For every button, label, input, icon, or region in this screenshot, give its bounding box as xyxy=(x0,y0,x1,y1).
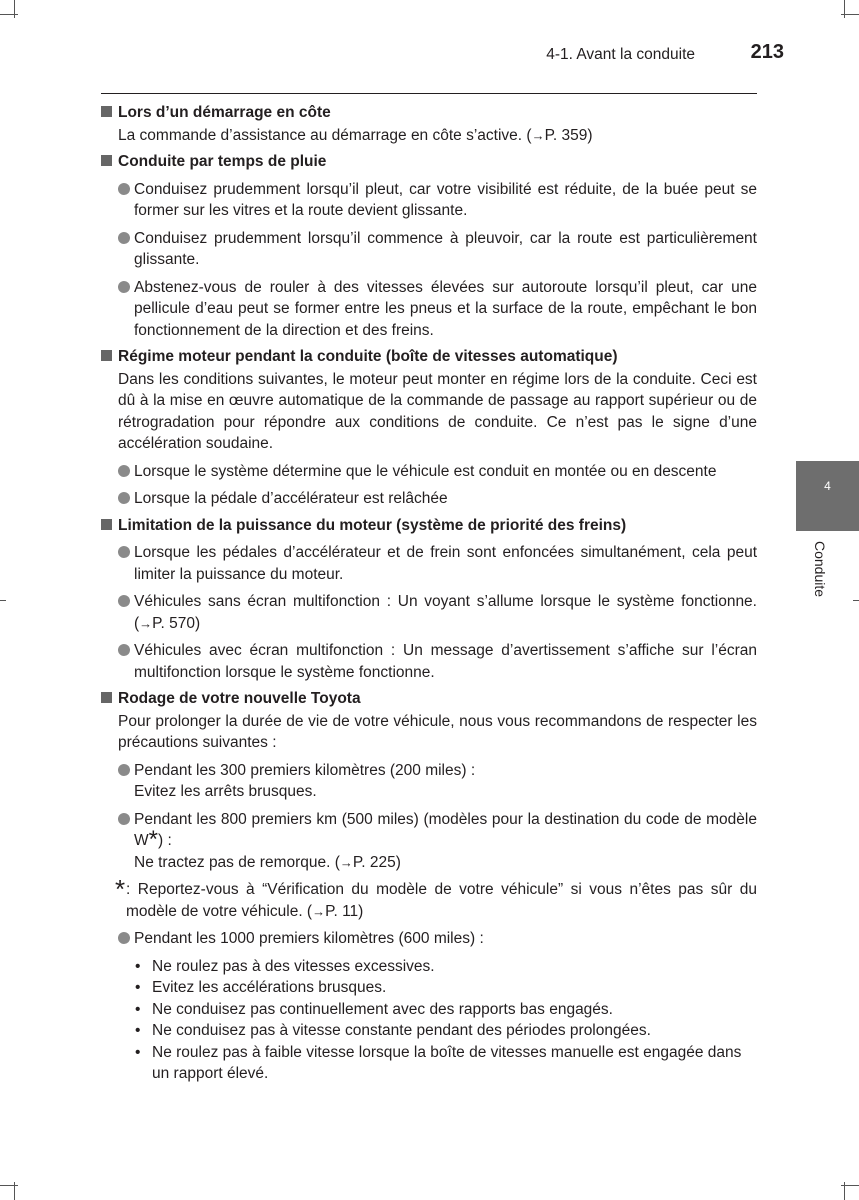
crop-mark xyxy=(0,600,6,601)
list-item: Lorsque le système détermine que le véhicule est conduit en montée ou en descente xyxy=(118,461,757,483)
crop-mark xyxy=(0,14,18,15)
section-heading-engine-speed: Régime moteur pendant la conduite (boîte de vitesses automatique) xyxy=(101,346,757,368)
bullet-dot-icon: • xyxy=(135,1022,141,1039)
circle-bullet-icon xyxy=(118,465,130,477)
list-item: Lorsque les pédales d’accélérateur et de frein sont enfoncées simultanément, cela peut limiter la puissance du moteur. xyxy=(118,542,757,585)
page-reference: P. 570) xyxy=(152,614,201,632)
circle-bullet-icon xyxy=(118,644,130,656)
section-heading-rain: Conduite par temps de pluie xyxy=(101,151,757,173)
arrow-icon: → xyxy=(312,903,326,919)
paragraph: Pour prolonger la durée de vie de votre véhicule, nous vous recommandons de respecter les précautions suivantes : xyxy=(118,712,757,751)
square-bullet-icon xyxy=(101,155,112,166)
circle-bullet-icon xyxy=(118,183,130,195)
list-item: Pendant les 800 premiers km (500 miles) (modèles pour la destination du code de modèle W*) : Ne tractez pas de remorque. (→P. 225) xyxy=(118,809,757,874)
square-bullet-icon xyxy=(101,519,112,530)
list-item: Véhicules avec écran multifonction : Un message d’avertissement s’affiche sur l’écran multifonction lorsque le système fonctionne. xyxy=(118,640,757,683)
page-number: 213 xyxy=(750,41,784,63)
sub-list-item: • Evitez les accélérations brusques. xyxy=(134,977,757,999)
list-item: Conduisez prudemment lorsqu’il commence à pleuvoir, car la route est particulièrement glissante. xyxy=(118,228,757,271)
crop-mark xyxy=(14,0,15,18)
list-item: Véhicules sans écran multifonction : Un voyant s’allume lorsque le système fonctionne.(→P. 570) xyxy=(118,591,757,634)
list-item: Abstenez-vous de rouler à des vitesses élevées sur autoroute lorsqu’il pleut, car une pellicule d’eau peut se former entre les pneus et la surface de la route, empêchant le bon fonctionnement de la direction et des freins. xyxy=(118,277,757,342)
crop-mark xyxy=(853,600,859,601)
arrow-icon: → xyxy=(139,615,153,631)
square-bullet-icon xyxy=(101,692,112,703)
crop-mark xyxy=(841,1185,859,1186)
list-item: Conduisez prudemment lorsqu’il pleut, car votre visibilité est réduite, de la buée peut se former sur les vitres et la route devient glissante. xyxy=(118,179,757,222)
bullet-dot-icon: • xyxy=(135,1000,141,1018)
section-title: 4-1. Avant la conduite xyxy=(546,46,695,63)
sub-list xyxy=(134,956,757,1085)
arrow-icon: → xyxy=(531,127,545,143)
arrow-icon: → xyxy=(339,854,353,870)
square-bullet-icon xyxy=(101,350,112,361)
section-heading-power-limit: Limitation de la puissance du moteur (système de priorité des freins) xyxy=(101,515,757,537)
paragraph: Dans les conditions suivantes, le moteur peut monter en régime lors de la conduite. Ceci est dû à la mise en œuvre automatique de la commande de passage au rapport supérieur ou de rétrogradation pour répondre aux conditions de conduite. Ce n’est pas le signe d’une accélération soudaine. xyxy=(118,370,757,452)
footnote: * : Reportez-vous à “Vérification du modèle de votre véhicule” si vous n’êtes pas sûr du modèle de votre véhicule. (→P. 11) xyxy=(115,879,757,922)
asterisk-marker: * xyxy=(148,826,158,853)
chapter-tab xyxy=(796,461,859,531)
circle-bullet-icon xyxy=(118,492,130,504)
circle-bullet-icon xyxy=(118,764,130,776)
crop-mark xyxy=(844,0,845,18)
circle-bullet-icon xyxy=(118,232,130,244)
paragraph: La commande d’assistance au démarrage en côte s’active. (→P. 359) xyxy=(118,126,593,144)
page-reference: P. 11) xyxy=(325,902,364,920)
bullet-dot-icon: • xyxy=(135,979,141,996)
square-bullet-icon xyxy=(101,106,112,117)
bullet-dot-icon: • xyxy=(135,957,141,975)
page-content xyxy=(101,102,757,1085)
chapter-label: Conduite xyxy=(812,541,828,598)
chapter-number: 4 xyxy=(824,479,831,493)
list-item: Pendant les 300 premiers kilomètres (200 miles) : Evitez les arrêts brusques. xyxy=(118,760,757,803)
section-heading-hill-start: Lors d’un démarrage en côte xyxy=(101,102,757,124)
circle-bullet-icon xyxy=(118,932,130,944)
crop-mark xyxy=(0,1185,18,1186)
circle-bullet-icon xyxy=(118,813,130,825)
header-divider xyxy=(101,93,757,94)
circle-bullet-icon xyxy=(118,281,130,293)
list-item: Lorsque la pédale d’accélérateur est relâchée xyxy=(118,488,757,510)
circle-bullet-icon xyxy=(118,595,130,607)
sub-list-item: • Ne conduisez pas à vitesse constante pendant des périodes prolongées. xyxy=(134,1020,757,1042)
crop-mark xyxy=(841,14,859,15)
circle-bullet-icon xyxy=(118,546,130,558)
section-heading-break-in: Rodage de votre nouvelle Toyota xyxy=(101,688,757,710)
bullet-dot-icon: • xyxy=(135,1043,141,1061)
sub-list-item: • Ne roulez pas à des vitesses excessives. xyxy=(134,956,757,978)
page-reference: P. 225) xyxy=(352,853,401,871)
list-item: Pendant les 1000 premiers kilomètres (600 miles) : xyxy=(118,928,757,950)
page-reference: P. 359) xyxy=(544,126,593,144)
sub-list-item: • Ne conduisez pas continuellement avec des rapports bas engagés. xyxy=(134,999,757,1021)
asterisk-marker: * xyxy=(115,874,126,904)
sub-list-item: • Ne roulez pas à faible vitesse lorsque la boîte de vitesses manuelle est engagée dans un rapport élevé. xyxy=(134,1042,757,1085)
